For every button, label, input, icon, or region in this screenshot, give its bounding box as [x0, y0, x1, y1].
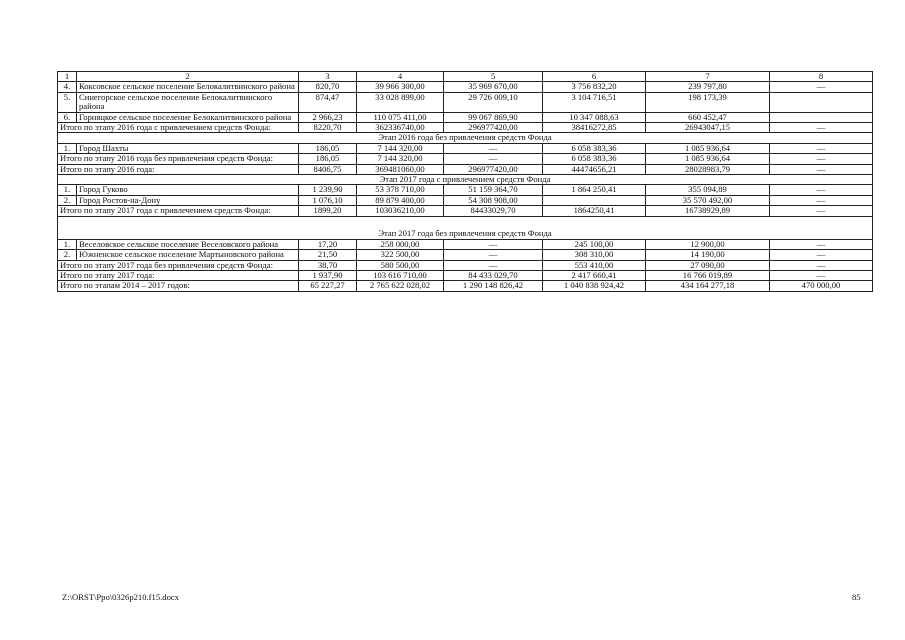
settlement-name: Город Шахты: [77, 143, 299, 153]
value-cell: 1 040 838 924,42: [543, 281, 646, 291]
value-cell: 2 966,23: [299, 112, 357, 122]
value-cell: 369481060,00: [357, 164, 444, 174]
row-number: 6.: [58, 112, 77, 122]
footer-file-path: Z:\ORST\Ppo\0326p210.f15.docx: [62, 592, 179, 602]
value-cell: 103 616 710,00: [357, 270, 444, 280]
value-cell: 1 290 148 826,42: [444, 281, 543, 291]
table-header-row: [58, 72, 873, 82]
value-cell: 308 310,00: [543, 250, 646, 260]
total-row: [58, 260, 873, 270]
table-row: [58, 239, 873, 249]
value-cell: 38,70: [299, 260, 357, 270]
column-header: 2: [77, 72, 299, 82]
value-cell: —: [770, 250, 873, 260]
total-row: [58, 281, 873, 291]
value-cell: —: [444, 154, 543, 164]
value-cell: 296977420,00: [444, 164, 543, 174]
value-cell: 33 028 899,00: [357, 92, 444, 112]
total-label: Итого по этапу 2016 года с привлечением средств Фонда:: [58, 123, 299, 133]
value-cell: —: [770, 185, 873, 195]
total-row: [58, 206, 873, 216]
value-cell: 258 000,00: [357, 239, 444, 249]
section-heading: Этап 2017 года без привлечения средств Фонда: [58, 216, 873, 239]
value-cell: 2 417 660,41: [543, 270, 646, 280]
value-cell: 16738929,89: [646, 206, 770, 216]
settlement-name: Горняцкое сельское поселение Белокалитвинского района: [77, 112, 299, 122]
value-cell: 245 100,00: [543, 239, 646, 249]
value-cell: 3 756 832,20: [543, 82, 646, 92]
value-cell: —: [770, 154, 873, 164]
value-cell: 239 797,80: [646, 82, 770, 92]
value-cell: 7 144 320,00: [357, 143, 444, 153]
value-cell: 84433029,70: [444, 206, 543, 216]
value-cell: 89 879 400,00: [357, 195, 444, 205]
section-heading: Этап 2016 года без привлечения средств Фонда: [58, 133, 873, 143]
value-cell: 6 058 383,36: [543, 154, 646, 164]
value-cell: 44474656,21: [543, 164, 646, 174]
column-header: 8: [770, 72, 873, 82]
value-cell: 186,05: [299, 143, 357, 153]
total-label: Итого по этапу 2016 года без привлечения средств Фонда:: [58, 154, 299, 164]
value-cell: 322 500,00: [357, 250, 444, 260]
value-cell: 362336740,00: [357, 123, 444, 133]
value-cell: 553 410,00: [543, 260, 646, 270]
value-cell: —: [770, 195, 873, 205]
row-number: 4.: [58, 82, 77, 92]
value-cell: 8406,75: [299, 164, 357, 174]
data-table: [57, 71, 873, 292]
table-row: [58, 195, 873, 205]
total-row: [58, 164, 873, 174]
settlement-name: Город Ростов-на-Дону: [77, 195, 299, 205]
value-cell: [770, 112, 873, 122]
value-cell: 29 726 009,10: [444, 92, 543, 112]
section-heading-row: [58, 175, 873, 185]
value-cell: 2 765 622 028,02: [357, 281, 444, 291]
column-header: 1: [58, 72, 77, 82]
value-cell: 35 969 670,00: [444, 82, 543, 92]
value-cell: —: [770, 123, 873, 133]
value-cell: —: [444, 143, 543, 153]
value-cell: 1 239,90: [299, 185, 357, 195]
total-row: [58, 123, 873, 133]
value-cell: 820,70: [299, 82, 357, 92]
value-cell: [770, 92, 873, 112]
row-number: 1.: [58, 185, 77, 195]
value-cell: —: [770, 239, 873, 249]
column-header: 4: [357, 72, 444, 82]
total-label: Итого по этапу 2016 года:: [58, 164, 299, 174]
value-cell: 53 378 710,00: [357, 185, 444, 195]
total-label: Итого по этапам 2014 – 2017 годов:: [58, 281, 299, 291]
value-cell: 14 190,00: [646, 250, 770, 260]
value-cell: 1 085 936,64: [646, 154, 770, 164]
value-cell: 874,47: [299, 92, 357, 112]
value-cell: 27 090,00: [646, 260, 770, 270]
total-label: Итого по этапу 2017 года без привлечения средств Фонда:: [58, 260, 299, 270]
value-cell: 35 570 492,00: [646, 195, 770, 205]
value-cell: 28028983,79: [646, 164, 770, 174]
section-heading-row: [58, 216, 873, 239]
value-cell: 21,50: [299, 250, 357, 260]
total-label: Итого по этапу 2017 года:: [58, 270, 299, 280]
value-cell: 10 347 088,63: [543, 112, 646, 122]
table-row: [58, 82, 873, 92]
value-cell: 1 076,10: [299, 195, 357, 205]
value-cell: 6 058 383,36: [543, 143, 646, 153]
value-cell: 186,05: [299, 154, 357, 164]
value-cell: —: [770, 164, 873, 174]
row-number: 5.: [58, 92, 77, 112]
value-cell: 16 766 019,89: [646, 270, 770, 280]
value-cell: —: [770, 143, 873, 153]
row-number: 2.: [58, 195, 77, 205]
value-cell: 7 144 320,00: [357, 154, 444, 164]
value-cell: 355 094,89: [646, 185, 770, 195]
value-cell: 1 937,90: [299, 270, 357, 280]
value-cell: —: [444, 250, 543, 260]
section-heading-row: [58, 133, 873, 143]
settlement-name: Синегорское сельское поселение Белокалитвинского района: [77, 92, 299, 112]
page-number: 85: [852, 592, 861, 602]
value-cell: 470 000,00: [770, 281, 873, 291]
value-cell: 3 104 716,51: [543, 92, 646, 112]
value-cell: 8220,70: [299, 123, 357, 133]
total-label: Итого по этапу 2017 года с привлечением средств Фонда:: [58, 206, 299, 216]
value-cell: —: [444, 239, 543, 249]
table-row: [58, 92, 873, 112]
value-cell: 65 227,27: [299, 281, 357, 291]
value-cell: 198 173,39: [646, 92, 770, 112]
total-row: [58, 154, 873, 164]
value-cell: 296977420,00: [444, 123, 543, 133]
value-cell: —: [770, 82, 873, 92]
value-cell: 39 966 300,00: [357, 82, 444, 92]
column-header: 7: [646, 72, 770, 82]
value-cell: 84 433 029,70: [444, 270, 543, 280]
value-cell: 580 500,00: [357, 260, 444, 270]
value-cell: 51 159 364,70: [444, 185, 543, 195]
row-number: 1.: [58, 239, 77, 249]
settlement-name: Веселовское сельское поселение Веселовского района: [77, 239, 299, 249]
section-heading: Этап 2017 года с привлечением средств Фонда: [58, 175, 873, 185]
value-cell: [543, 195, 646, 205]
value-cell: 54 308 908,00: [444, 195, 543, 205]
row-number: 2.: [58, 250, 77, 260]
table-row: [58, 143, 873, 153]
value-cell: 99 067 869,90: [444, 112, 543, 122]
column-header: 3: [299, 72, 357, 82]
value-cell: 1 085 936,64: [646, 143, 770, 153]
value-cell: 12 900,00: [646, 239, 770, 249]
value-cell: —: [770, 206, 873, 216]
table-row: [58, 250, 873, 260]
value-cell: 103036210,00: [357, 206, 444, 216]
value-cell: 660 452,47: [646, 112, 770, 122]
value-cell: —: [770, 260, 873, 270]
settlement-name: Коксовское сельское поселение Белокалитвинского района: [77, 82, 299, 92]
value-cell: 17,20: [299, 239, 357, 249]
value-cell: 38416272,85: [543, 123, 646, 133]
value-cell: —: [444, 260, 543, 270]
table-row: [58, 185, 873, 195]
column-header: 5: [444, 72, 543, 82]
settlement-name: Город Гуково: [77, 185, 299, 195]
table-row: [58, 112, 873, 122]
value-cell: 26943047,15: [646, 123, 770, 133]
value-cell: 1 864 250,41: [543, 185, 646, 195]
value-cell: 110 075 411,00: [357, 112, 444, 122]
settlement-name: Южненское сельское поселение Мартыновского района: [77, 250, 299, 260]
total-row: [58, 270, 873, 280]
value-cell: —: [770, 270, 873, 280]
value-cell: 434 164 277,18: [646, 281, 770, 291]
value-cell: 1899,20: [299, 206, 357, 216]
value-cell: 1864250,41: [543, 206, 646, 216]
row-number: 1.: [58, 143, 77, 153]
column-header: 6: [543, 72, 646, 82]
